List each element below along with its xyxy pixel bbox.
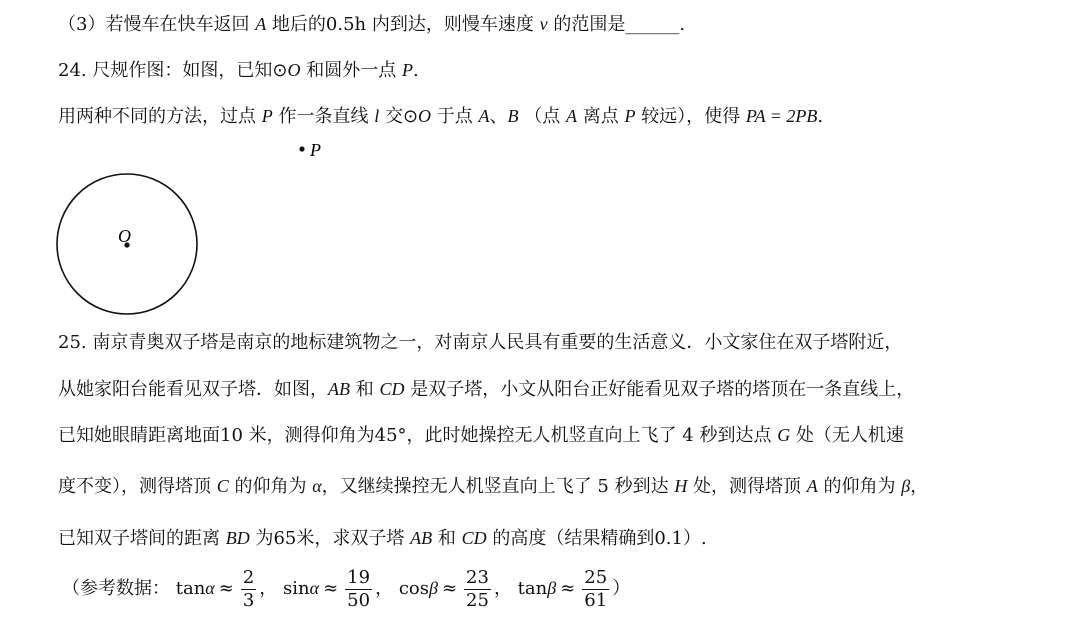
circle-symbol-icon: ⊙	[272, 60, 288, 81]
q25-number: 25.	[58, 332, 87, 353]
reference-data: （参考数据： tanα ≈ $\frac{2}{3}$ ， sinα ≈ $\frac{19}{50}$ ， cosβ ≈ $\frac{23}{25}$ ， tanβ ≈ $\frac{25}{61}$ ）	[62, 566, 631, 611]
q25-line5: 已知双子塔间的距离 BD 为65米，求双子塔 AB 和 CD 的高度（结果精确到0.1）.	[58, 528, 707, 549]
q25-line1: 25. 南京青奥双子塔是南京的地标建筑物之一，对南京人民具有重要的生活意义．小文家住在双子塔附近，	[58, 332, 903, 353]
equation: PA = 2PB	[745, 106, 818, 126]
q25-line2: 从她家阳台能看见双子塔．如图，AB 和 CD 是双子塔，小文从阳台正好能看见双子塔的塔顶在一条直线上，	[58, 379, 915, 400]
center-o-label: O	[118, 226, 131, 246]
fraction-cos-beta: $\frac{23}{25}$	[466, 566, 489, 611]
q24-title-line: 24. 尺规作图：如图，已知⊙O 和圆外一点 P.	[58, 60, 419, 81]
fraction-tan-beta: $\frac{25}{61}$	[584, 566, 608, 611]
answer-blank: ______	[625, 14, 680, 35]
q24-instruction-line: 用两种不同的方法，过点 P 作一条直线 l 交⊙O 于点 A、B （点 A 离点 P 较远），使得 PA = 2PB.	[58, 106, 824, 127]
point-p-dot	[299, 146, 304, 151]
fraction-sin-alpha: $\frac{19}{50}$	[347, 566, 371, 611]
q25-line4: 度不变），测得塔顶 C 的仰角为 α，又继续操控无人机竖直向上飞了 5 秒到达 H 处，测得塔顶 A 的仰角为 β，	[58, 476, 929, 497]
point-p-label: P	[310, 140, 321, 160]
fraction-tan-alpha: $\frac{2}{3}$	[242, 566, 255, 611]
q24-number: 24.	[58, 60, 87, 81]
q23-part3-line: （3）若慢车在快车返回 A 地后的0.5h 内到达，则慢车速度 v 的范围是______.	[58, 14, 686, 35]
q25-line3: 已知她眼睛距离地面10 米，测得仰角为45°，此时她操控无人机竖直向上飞了 4 秒到达点 G 处（无人机速	[58, 425, 904, 446]
